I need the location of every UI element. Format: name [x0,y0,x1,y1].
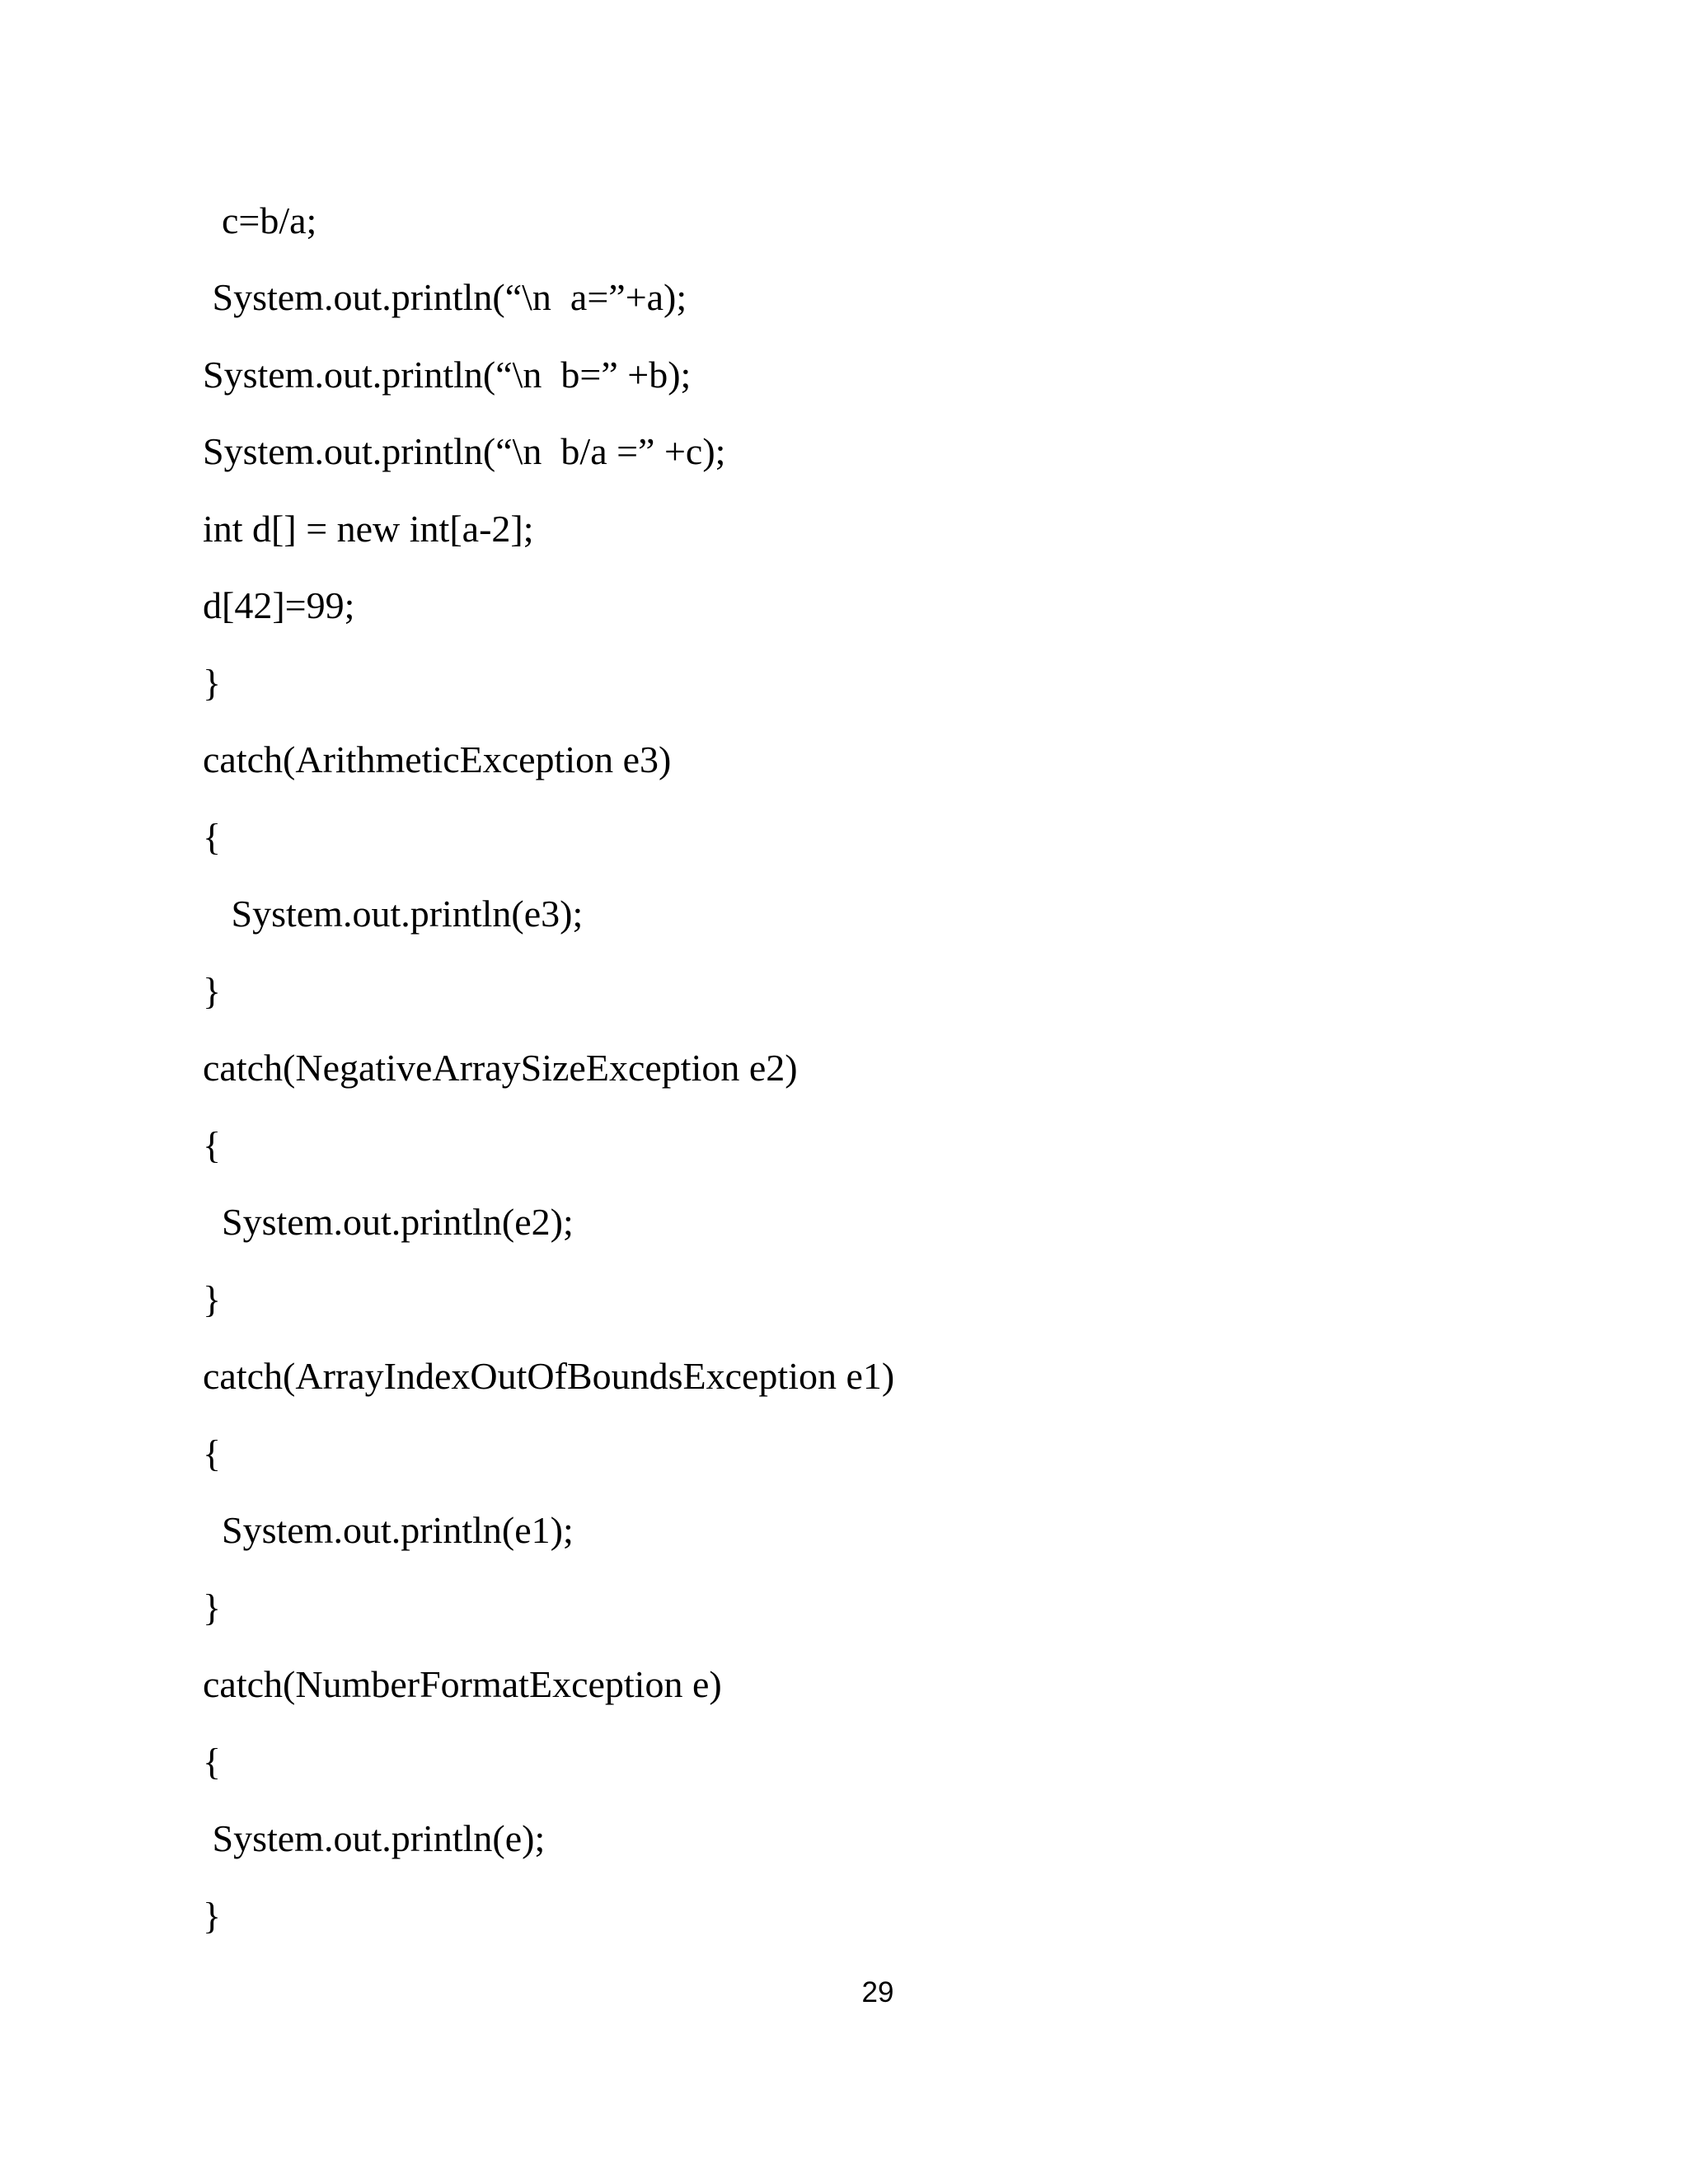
code-line: System.out.println(e); [203,1817,546,1859]
page-number: 29 [861,1976,894,2008]
code-line: } [203,1586,222,1629]
code-line: { [203,1124,222,1166]
code-line: System.out.println(e3); [203,893,584,935]
code-line: System.out.println(e2); [203,1201,574,1243]
code-line: } [203,1895,222,1937]
code-line: d[42]=99; [203,584,355,626]
code-line: System.out.println(“\n b/a =” +c); [203,430,726,472]
code-line: System.out.println(“\n b=” +b); [203,354,692,396]
code-line: { [203,1741,222,1783]
code-line: { [203,1432,222,1474]
code-line: c=b/a; [203,199,317,241]
code-line: int d[] = new int[a-2]; [203,508,534,550]
code-line: catch(ArithmeticException e3) [203,738,672,780]
code-line: } [203,970,222,1012]
code-line: catch(ArrayIndexOutOfBoundsException e1) [203,1355,895,1397]
code-line: catch(NegativeArraySizeException e2) [203,1047,798,1089]
code-line: } [203,1278,222,1320]
code-line: catch(NumberFormatException e) [203,1663,722,1705]
code-line: } [203,662,222,704]
code-line: { [203,816,222,858]
code-line: System.out.println(“\n a=”+a); [203,276,687,318]
code-line: System.out.println(e1); [203,1509,574,1551]
